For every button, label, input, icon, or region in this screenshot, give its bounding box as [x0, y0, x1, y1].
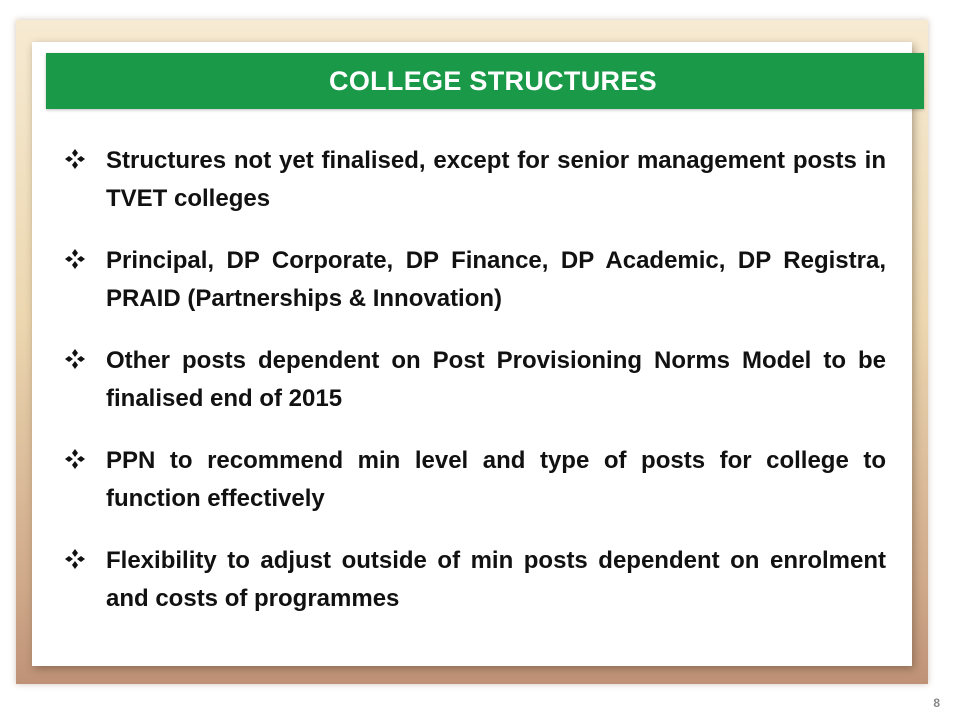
- bullet-list: [64, 142, 886, 642]
- bullet-text: Other posts dependent on Post Provisioning Norms Model to be finalised end of 2015: [106, 347, 886, 412]
- bullet-item: [64, 542, 886, 618]
- four-diamond-bullet-icon: [64, 142, 106, 176]
- bullet-item: [64, 442, 886, 518]
- page-number: 8: [933, 696, 940, 710]
- slide-title: COLLEGE STRUCTURES: [329, 65, 657, 96]
- four-diamond-bullet-icon: [64, 342, 106, 376]
- bullet-text: PPN to recommend min level and type of posts for college to function effectively: [106, 447, 886, 512]
- bullet-item: [64, 142, 886, 218]
- bullet-text: Flexibility to adjust outside of min posts dependent on enrolment and costs of programmes: [106, 547, 886, 612]
- four-diamond-bullet-icon: [64, 242, 106, 276]
- bullet-text: Structures not yet finalised, except for senior management posts in TVET colleges: [106, 147, 886, 212]
- four-diamond-bullet-icon: [64, 442, 106, 476]
- bullet-item: [64, 342, 886, 418]
- bullet-text: Principal, DP Corporate, DP Finance, DP Academic, DP Registra, PRAID (Partnerships & Innovation): [106, 247, 886, 312]
- bullet-item: [64, 242, 886, 318]
- four-diamond-bullet-icon: [64, 542, 106, 576]
- title-bar: [46, 53, 924, 109]
